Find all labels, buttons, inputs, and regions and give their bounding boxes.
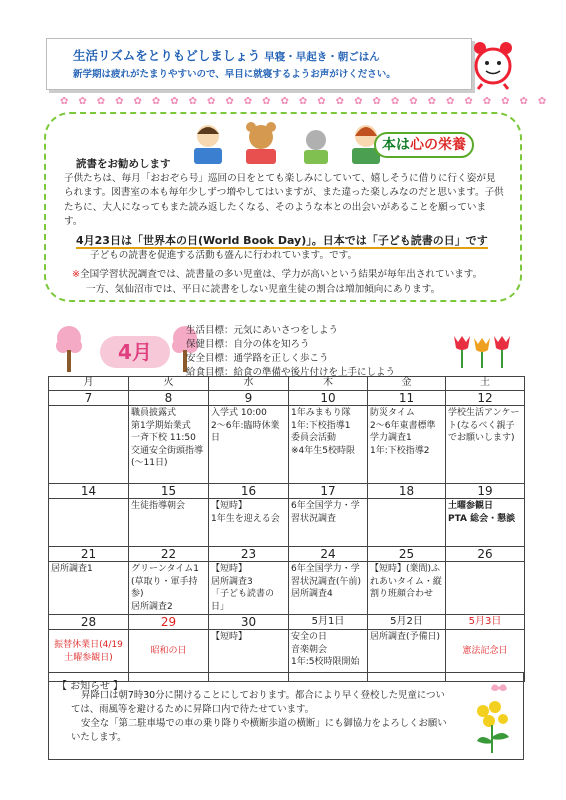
event-cell: 憲法記念日 [446, 630, 525, 682]
event-cell: 振替休業日(4/19土曜参観日) [49, 630, 129, 682]
event-cell: 【短時】 居所調査3 「子ども読書の日」 [209, 562, 289, 615]
date-cell: 26 [446, 547, 525, 562]
date-cell: 30 [209, 615, 289, 630]
date-cell: 8 [129, 391, 209, 406]
event-cell: 昭和の日 [129, 630, 209, 682]
reading-kids-illustration [186, 122, 396, 166]
date-cell: 5月2日 [368, 615, 446, 630]
event-cell [49, 406, 129, 484]
goal-health: 保健目標：自分の体を知ろう [186, 339, 310, 350]
month-label: 4月 [100, 336, 170, 368]
event-cell: 居所調査(予備日) [368, 630, 446, 682]
goal-lunch: 給食目標：給食の準備や後片付けを上手にしよう [186, 367, 396, 378]
day-header-wed: 水 [209, 377, 289, 391]
goal-life: 生活目標：元気にあいさつをしよう [186, 325, 339, 336]
monthly-goals [186, 324, 395, 380]
reading-badge: 本は心の栄養 [374, 132, 474, 158]
event-cell: 土曜参観日 PTA 総会・懇談 [446, 499, 525, 547]
notice-paragraph: 安全な「第二駐車場での車の乗り降りや横断歩道の横断」にも御協力をよろしくお願いいたします。 [71, 718, 447, 743]
header-banner [46, 38, 472, 90]
day-header-mon: 月 [49, 377, 129, 391]
date-cell: 9 [209, 391, 289, 406]
event-cell [49, 499, 129, 547]
date-cell: 28 [49, 615, 129, 630]
event-cell [368, 499, 446, 547]
date-cell: 11 [368, 391, 446, 406]
april-calendar [48, 376, 525, 682]
reading-note-1: ※全国学習状況調査では、読書量の多い児童は、学力が高いという結果が毎年出されています。 [72, 269, 483, 280]
banner-note: 新学期は疲れがたまりやすいので、早目に就寝するようお声がけください。 [73, 69, 396, 80]
event-cell: 生徒指導朝会 [129, 499, 209, 547]
flower-border: ✿✿✿✿✿✿✿✿✿✿✿✿✿✿✿✿✿✿✿✿✿✿✿✿✿✿✿ [60, 96, 557, 107]
date-cell: 23 [209, 547, 289, 562]
flower-butterfly-icon [469, 681, 519, 755]
date-cell: 21 [49, 547, 129, 562]
day-header-tue: 火 [129, 377, 209, 391]
event-cell [446, 562, 525, 615]
event-cell: 防災タイム 2～6年東書標準学力調査1 1年:下校指導2 [368, 406, 446, 484]
notice-paragraph: 昇降口は朝7時30分に開けることにしております。都合により早く登校した児童については、雨風等を避けるために昇降口内で待たせています。 [71, 690, 445, 715]
event-cell: 職員披露式 第1学期始業式 一斉下校 11:50 交通安全街頭指導(～11日) [129, 406, 209, 484]
date-cell: 16 [209, 484, 289, 499]
book-day-highlight: 4月23日は「世界本の日(World Book Day)」。日本では「子ども読書の日」です [76, 234, 488, 247]
day-header-thu: 木 [289, 377, 368, 391]
event-cell: 6年全国学力・学習状況調査(午前) 居所調査4 [289, 562, 368, 615]
date-cell: 14 [49, 484, 129, 499]
event-cell: 居所調査1 [49, 562, 129, 615]
date-cell: 19 [446, 484, 525, 499]
date-cell: 24 [289, 547, 368, 562]
reading-heading: 読書をお勧めします [76, 158, 171, 170]
date-cell-holiday: 29 [129, 615, 209, 630]
date-cell: 7 [49, 391, 129, 406]
date-cell: 25 [368, 547, 446, 562]
day-header-sat: 土 [446, 377, 525, 391]
reading-section [44, 112, 522, 302]
date-cell: 22 [129, 547, 209, 562]
day-header-fri: 金 [368, 377, 446, 391]
date-cell: 5月1日 [289, 615, 368, 630]
event-cell: 1年みまもり隊 1年:下校指導1 委員会活動 ※4年生5校時限 [289, 406, 368, 484]
event-cell: 【短時】 1年生を迎える会 [209, 499, 289, 547]
notice-box [48, 672, 524, 760]
reading-body: 子供たちは、毎月「おおぞら号」巡回の日をとても楽しみにしていて、嬉しそうに借りに行く姿が見られます。図書室の本も毎年少しずつ増やしてはいますが、また違った楽しみなのだと思います。子供たちに、大人になってもまた読み返したくなる、そのような本との出会いがあることを願っています。 [64, 173, 504, 228]
cherry-tree-icon [56, 324, 82, 374]
event-cell: 6年全国学力・学習状況調査 [289, 499, 368, 547]
date-cell-holiday: 5月3日 [446, 615, 525, 630]
date-cell: 10 [289, 391, 368, 406]
goal-safety: 安全目標：通学路を正しく歩こう [186, 353, 329, 364]
date-cell: 18 [368, 484, 446, 499]
notice-heading: 【 お知らせ 】 [57, 681, 124, 692]
event-cell: グリーンタイム1 (草取り・軍手持参) 居所調査2 [129, 562, 209, 615]
tulips-icon [448, 332, 518, 370]
event-cell: 学校生活アンケート(なるべく親子でお願いします) [446, 406, 525, 484]
banner-title: 生活リズムをとりもどしましょう 早寝・早起き・朝ごはん [73, 48, 380, 63]
date-cell: 15 [129, 484, 209, 499]
date-cell: 17 [289, 484, 368, 499]
reading-note-2: 一方、気仙沼市では、平日に読書をしない児童生徒の割合は増加傾向にあります。 [86, 284, 441, 295]
notice-body [71, 689, 451, 745]
date-cell: 12 [446, 391, 525, 406]
event-cell: 【短時】 [209, 630, 289, 682]
event-cell: 安全の日 音楽朝会 1年:5校時限開始 [289, 630, 368, 682]
event-cell: 入学式 10:00 2～6年:臨時休業日 [209, 406, 289, 484]
event-cell: 【短時】(業間)ふれあいタイム・縦割り班顔合わせ [368, 562, 446, 615]
book-day-sub: 子どもの読書を促進する活動も盛んに行われています。です。 [90, 250, 358, 261]
alarm-clock-icon [470, 38, 516, 90]
